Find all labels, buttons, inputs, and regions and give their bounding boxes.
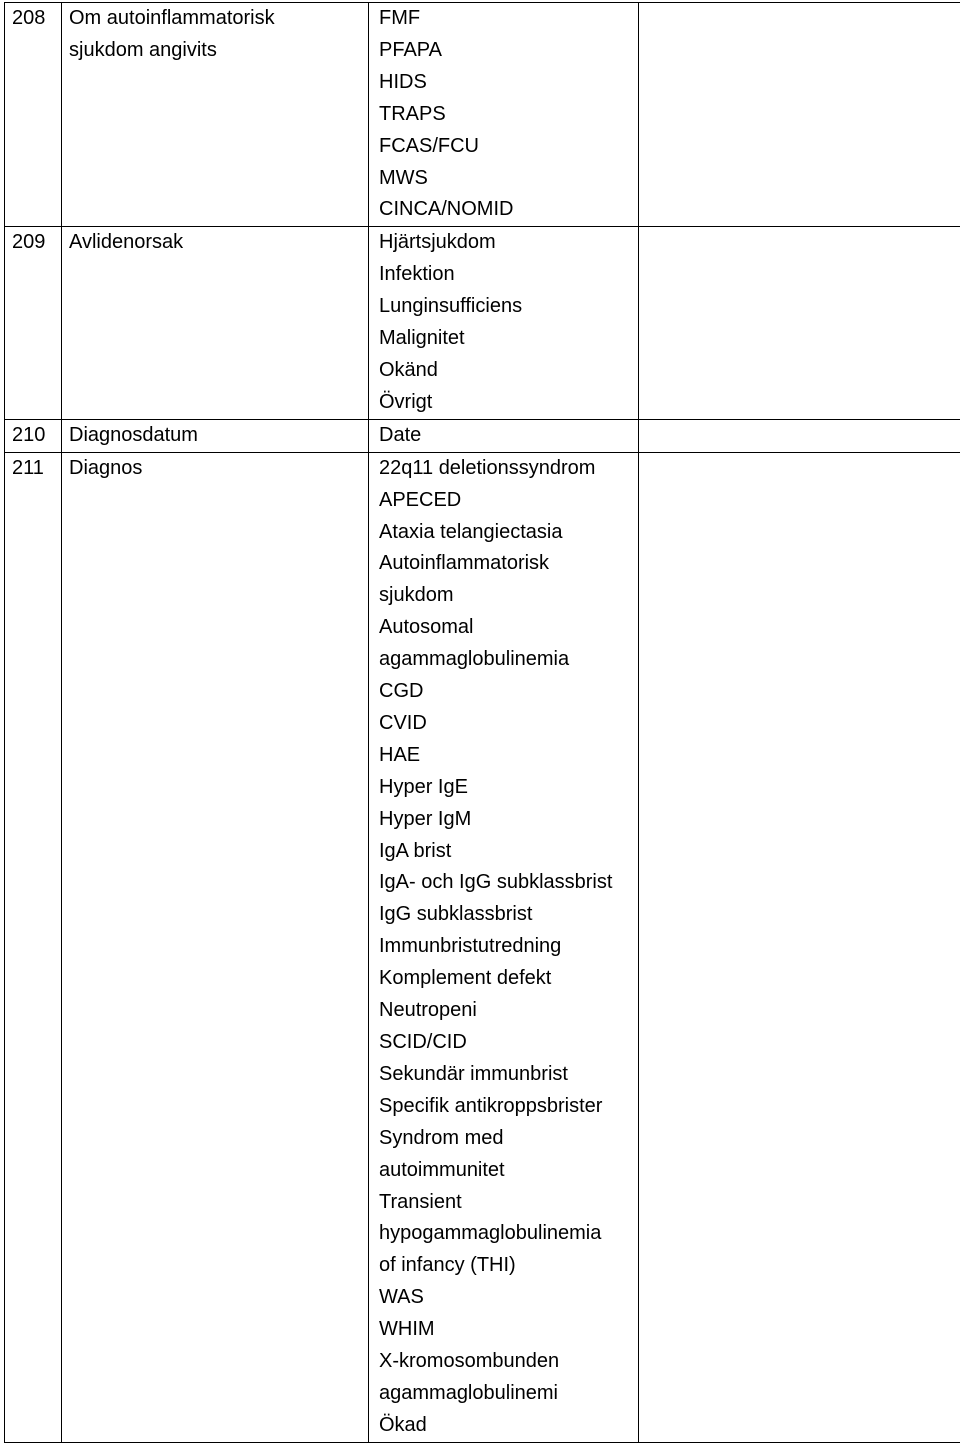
value-option: MWS: [379, 163, 638, 195]
table-row: [5, 452, 960, 1442]
value-option: CINCA/NOMID: [379, 194, 638, 226]
value-option: SCID/CID: [379, 1027, 638, 1059]
value-option: 22q11 deletionssyndrom: [379, 453, 638, 485]
value-option: hypogammaglobulinemia: [379, 1218, 638, 1250]
label-line: sjukdom angivits: [69, 35, 368, 67]
value-option: autoimmunitet: [379, 1155, 638, 1187]
table-row: [5, 419, 960, 452]
value-option: CVID: [379, 708, 638, 740]
value-list: [369, 3, 639, 227]
value-option: Date: [379, 420, 638, 452]
value-option: Lunginsufficiens: [379, 291, 638, 323]
value-option: Specifik antikroppsbrister: [379, 1091, 638, 1123]
table-body: [5, 3, 960, 1443]
variable-label: [62, 419, 369, 452]
value-option: Infektion: [379, 259, 638, 291]
label-line: Diagnos: [69, 453, 368, 485]
table-row: [5, 227, 960, 419]
value-list: [369, 419, 639, 452]
value-option: Neutropeni: [379, 995, 638, 1027]
value-option: Okänd: [379, 355, 638, 387]
row-number: 211: [5, 452, 62, 1442]
value-option: Övrigt: [379, 387, 638, 419]
empty-cell: [639, 419, 960, 452]
value-list: [369, 227, 639, 419]
row-number: 210: [5, 419, 62, 452]
value-option: Malignitet: [379, 323, 638, 355]
label-line: Avlidenorsak: [69, 227, 368, 259]
label-line: Om autoinflammatorisk: [69, 3, 368, 35]
value-option: Syndrom med: [379, 1123, 638, 1155]
value-option: PFAPA: [379, 35, 638, 67]
empty-cell: [639, 227, 960, 419]
variable-label: [62, 227, 369, 419]
row-number: 208: [5, 3, 62, 227]
value-option: WAS: [379, 1282, 638, 1314]
empty-cell: [639, 452, 960, 1442]
table-row: [5, 3, 960, 227]
value-option: sjukdom: [379, 580, 638, 612]
value-option: Immunbristutredning: [379, 931, 638, 963]
row-number: 209: [5, 227, 62, 419]
variable-table: [4, 2, 960, 1443]
value-option: Hyper IgM: [379, 804, 638, 836]
value-option: CGD: [379, 676, 638, 708]
label-line: Diagnosdatum: [69, 420, 368, 452]
value-option: Autosomal: [379, 612, 638, 644]
value-option: IgA brist: [379, 836, 638, 868]
value-option: IgG subklassbrist: [379, 899, 638, 931]
value-option: agammaglobulinemia: [379, 644, 638, 676]
value-option: Autoinflammatorisk: [379, 548, 638, 580]
value-list: [369, 452, 639, 1442]
value-option: Hyper IgE: [379, 772, 638, 804]
value-option: IgA- och IgG subklassbrist: [379, 867, 638, 899]
value-option: agammaglobulinemi: [379, 1378, 638, 1410]
value-option: X-kromosombunden: [379, 1346, 638, 1378]
value-option: Ökad: [379, 1410, 638, 1442]
value-option: WHIM: [379, 1314, 638, 1346]
variable-label: [62, 452, 369, 1442]
variable-label: [62, 3, 369, 227]
value-option: TRAPS: [379, 99, 638, 131]
value-option: FMF: [379, 3, 638, 35]
value-option: Hjärtsjukdom: [379, 227, 638, 259]
value-option: Komplement defekt: [379, 963, 638, 995]
value-option: Ataxia telangiectasia: [379, 517, 638, 549]
value-option: Sekundär immunbrist: [379, 1059, 638, 1091]
value-option: FCAS/FCU: [379, 131, 638, 163]
value-option: HAE: [379, 740, 638, 772]
value-option: of infancy (THI): [379, 1250, 638, 1282]
empty-cell: [639, 3, 960, 227]
value-option: Transient: [379, 1187, 638, 1219]
value-option: APECED: [379, 485, 638, 517]
value-option: HIDS: [379, 67, 638, 99]
